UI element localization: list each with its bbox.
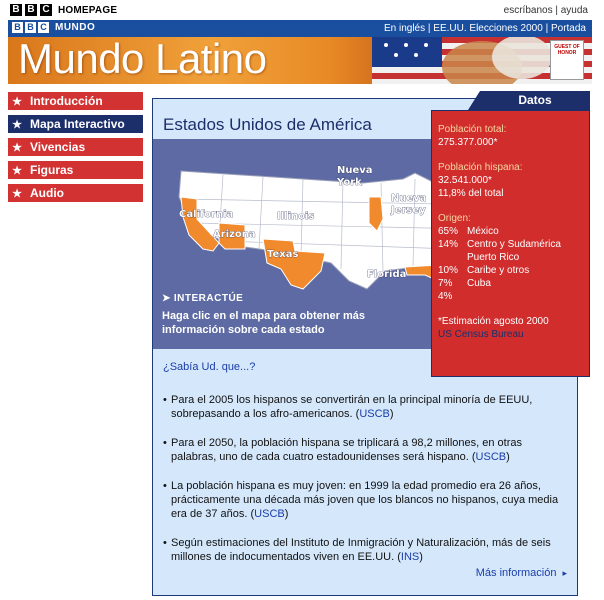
origin-pct: 65% <box>438 226 459 237</box>
origin-name: Caribe y otros <box>467 265 530 276</box>
elecciones-link[interactable]: EE.UU. Elecciones 2000 <box>433 23 543 34</box>
origin-pct: 10% <box>438 265 459 276</box>
mundo-brand: MUNDO <box>55 22 96 33</box>
nav-item-label: Vivencias <box>30 140 86 154</box>
source-link[interactable]: USCB <box>359 408 390 420</box>
poblacion-hispana-value: 32.541.000* <box>438 175 492 186</box>
origin-pct: 4% <box>438 291 453 302</box>
top-bar <box>0 0 604 19</box>
bbc-logo-letter: C <box>38 22 49 33</box>
banner-title: Mundo Latino <box>18 37 267 82</box>
bbc-logo-letter: C <box>40 4 52 16</box>
origin-row <box>438 264 583 277</box>
interactue-label <box>162 293 243 304</box>
poblacion-total-label: Población total: <box>438 124 507 135</box>
poblacion-total-value: 275.377.000* <box>438 137 498 148</box>
origen <box>438 212 583 303</box>
fact-text: Para el 2005 los hispanos se convertirán en la principal minoría de EEUU, sobrepasando a los afro-americanos. ( <box>171 394 533 420</box>
en-ingles-link[interactable]: En inglés <box>383 23 426 34</box>
nav-item-mapa-interactivo[interactable] <box>8 115 143 133</box>
separator: | <box>555 5 558 16</box>
nav-item-vivencias[interactable] <box>8 138 143 156</box>
nav-item-figuras[interactable] <box>8 161 143 179</box>
left-nav <box>8 92 143 207</box>
portada-link[interactable]: Portada <box>550 23 586 34</box>
poblacion-hispana <box>438 161 583 200</box>
origin-row <box>438 277 583 290</box>
nav-item-label: Introducción <box>30 94 103 108</box>
source-link[interactable]: USCB <box>475 451 507 463</box>
map-label-california: California <box>179 209 234 220</box>
mundo-links <box>384 23 586 34</box>
fact-end: ) <box>389 408 394 420</box>
mundo-latino-banner <box>8 37 592 84</box>
star-icon: ★ <box>12 95 22 108</box>
census-bureau-link[interactable]: US Census Bureau <box>438 329 524 340</box>
origin-name: Centro y Sudamérica <box>467 239 561 250</box>
mas-informacion-link[interactable] <box>476 567 567 579</box>
star-icon: ★ <box>12 118 22 131</box>
origen-label: Origen: <box>438 213 471 224</box>
origin-name: México <box>467 226 499 237</box>
ayuda-link[interactable]: ayuda <box>560 5 588 16</box>
nav-item-introduccion[interactable] <box>8 92 143 110</box>
bbc-logo-letter: B <box>25 4 37 16</box>
bbc-logo-letter: B <box>10 4 22 16</box>
origin-row <box>438 238 583 251</box>
map-label-line: Jersey <box>391 205 426 216</box>
cursor-icon: ➤ <box>162 293 171 304</box>
nav-item-audio[interactable] <box>8 184 143 202</box>
list-item <box>163 536 567 564</box>
source-link[interactable]: USCB <box>254 508 285 520</box>
map-label-nueva-jersey <box>390 193 430 216</box>
arrow-right-icon: ▸ <box>562 567 567 578</box>
escribanos-link[interactable]: escríbanos <box>503 5 553 16</box>
map-label-line: York <box>337 177 362 188</box>
bbc-mundo-bar <box>8 20 592 37</box>
map-label-illinois: Illinois <box>277 211 315 222</box>
star-icon: ★ <box>12 187 22 200</box>
estimacion-note: *Estimación agosto 2000 <box>438 316 549 327</box>
map-label-nueva-jersey-text: Nueva <box>391 193 427 204</box>
nav-item-label: Figuras <box>30 163 74 177</box>
poblacion-hispana-pct: 11,8% del total <box>438 188 504 199</box>
facts-section <box>153 349 577 579</box>
datos-box <box>431 110 590 377</box>
interactue-text: INTERACTÚE <box>173 293 244 304</box>
origin-row <box>438 251 583 264</box>
nav-item-label: Mapa Interactivo <box>30 117 125 131</box>
origin-pct: 14% <box>438 239 459 250</box>
bbc-logo-letter: B <box>25 22 36 33</box>
fact-text: Según estimaciones del Instituto de Inmigración y Naturalización, más de seis millones de indocumentados viven en EE.UU. ( <box>171 537 551 563</box>
poblacion-hispana-label: Población hispana: <box>438 162 523 173</box>
datos-tab: Datos <box>480 91 590 110</box>
origin-row <box>438 290 583 303</box>
origin-pct <box>438 251 467 264</box>
nav-item-label: Audio <box>30 186 64 200</box>
source-link[interactable]: INS <box>400 551 420 563</box>
map-hint: Haga clic en el mapa para obtener más información sobre cada estado <box>162 310 365 336</box>
page-title: Estados Unidos de América <box>163 115 372 134</box>
poblacion-total <box>438 123 583 149</box>
bbc-mundo-logo[interactable] <box>12 22 95 33</box>
fact-end: ) <box>419 551 423 563</box>
map-label-texas: Texas <box>267 249 299 260</box>
origin-name: Cuba <box>467 278 491 289</box>
sabia-question: ¿Sabía Ud. que...? <box>163 361 256 373</box>
fact-end: ) <box>506 451 510 463</box>
map-label-florida: Florida <box>367 269 407 280</box>
homepage-label: HOMEPAGE <box>58 4 118 16</box>
guest-of-honor-badge: GUEST OF HONOR <box>550 40 584 80</box>
star-icon: ★ <box>12 164 22 177</box>
top-links <box>504 5 588 16</box>
origin-row <box>438 225 583 238</box>
separator: | <box>545 23 549 34</box>
origin-pct: 7% <box>438 278 453 289</box>
fact-end: ) <box>284 508 289 520</box>
bbc-logo-letter: B <box>12 22 23 33</box>
mas-informacion-label: Más información <box>475 567 557 579</box>
origin-name: Puerto Rico <box>467 252 520 263</box>
list-item <box>163 436 567 464</box>
list-item <box>163 479 567 521</box>
separator: | <box>427 23 431 34</box>
list-item <box>163 393 567 421</box>
star-icon: ★ <box>12 141 22 154</box>
fact-text: Para el 2050, la población hispana se triplicará a 98,2 millones, en otras palabras, uno de cada cuatro estadounidenses será hispano. ( <box>171 437 522 463</box>
map-label-arizona: Arizona <box>213 229 256 240</box>
facts-list <box>163 393 567 564</box>
map-label-nueva-york-text: Nueva <box>337 165 373 176</box>
bbc-homepage-logo[interactable] <box>10 4 117 16</box>
fact-text: La población hispana es muy joven: en 1999 la edad promedio era 26 años, prácticamente una década más joven que los blancos no hispanos, cuya media era de 37 años. ( <box>171 480 559 520</box>
